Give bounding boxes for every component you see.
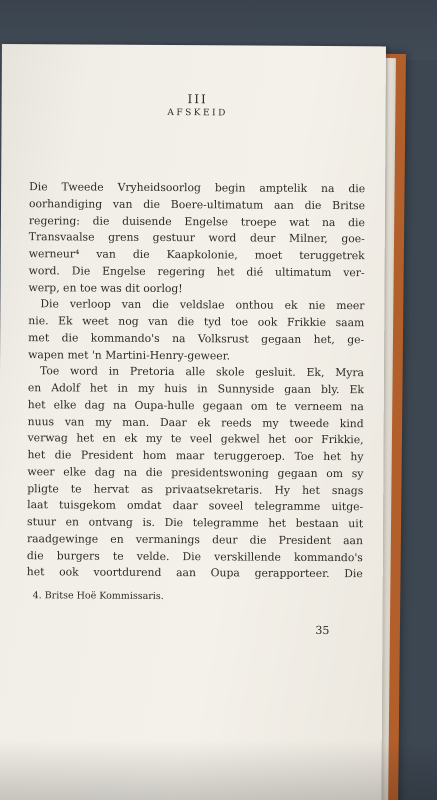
text-line: nuus van my man. Daar ek reeds my tweede kind [27, 414, 364, 430]
paragraph [28, 179, 365, 298]
book-page [0, 44, 386, 800]
paragraph [27, 363, 364, 583]
text-line: weer elke dag na die presidentswoning gegaan om sy [27, 464, 364, 480]
text-line: het die President hom maar teruggeroep. Toe het hy [27, 448, 364, 464]
text-line: oorhandiging van die Boere-ultimatum aan die Britse [28, 196, 366, 212]
text-line: word. Die Engelse regering het dié ultimatum ver- [28, 263, 365, 279]
text-line: en Adolf het in my huis in Sunnyside gaan bly. Ek [27, 381, 364, 397]
text-line: Transvaalse grens gestuur word deur Milner, goe- [28, 230, 365, 246]
text-line: regering: die duisende Engelse troepe wat na die [28, 213, 365, 229]
bottom-shadow [0, 740, 437, 800]
text-line: het elke dag na Oupa-hulle gegaan om te verneem na [27, 397, 364, 413]
text-line: met die kommando's na Volksrust gegaan het, ge- [28, 330, 365, 346]
chapter-title: AFSKEID [167, 108, 228, 119]
text-line: nie. Ek weet nog van die tyd toe ook Frikkie saam [28, 314, 365, 330]
text-line: Die Tweede Vryheidsoorlog begin amptelik na die [29, 180, 366, 196]
text-line: laat tuisgekom omdat daar soveel telegramme uitge- [27, 498, 364, 514]
chapter-number: III [187, 92, 208, 107]
text-line: raadgewinge en vermanings deur die President aan [26, 531, 364, 547]
paragraph [28, 296, 364, 365]
text-line: die burgers te velde. Die verskillende kommando's [26, 548, 363, 564]
footnote: 4. Britse Hoë Kommissaris. [32, 590, 164, 602]
body-text [27, 179, 365, 583]
text-line: het ook voortdurend aan Oupa gerapporteer. Die [26, 565, 363, 581]
text-line: wapen met 'n Martini-Henry-geweer. [28, 347, 231, 362]
text-line: Die verloop van die veldslae onthou ek nie meer [40, 297, 365, 313]
text-line: Toe word in Pretoria alle skole gesluit. Ek, Myra [39, 364, 365, 380]
text-line: werneur⁴ van die Kaapkolonie, moet teruggetrek [28, 247, 365, 263]
text-line: werp, en toe was dit oorlog! [28, 280, 183, 295]
text-line: verwag het en ek my te veel gekwel het oor Frikkie, [27, 431, 364, 447]
page-content [25, 44, 378, 800]
page-number: 35 [315, 623, 330, 638]
text-line: pligte te hervat as privaatsekretaris. Hy het snags [27, 481, 364, 497]
text-line: stuur en ontvang is. Die telegramme het bestaan uit [27, 515, 364, 531]
